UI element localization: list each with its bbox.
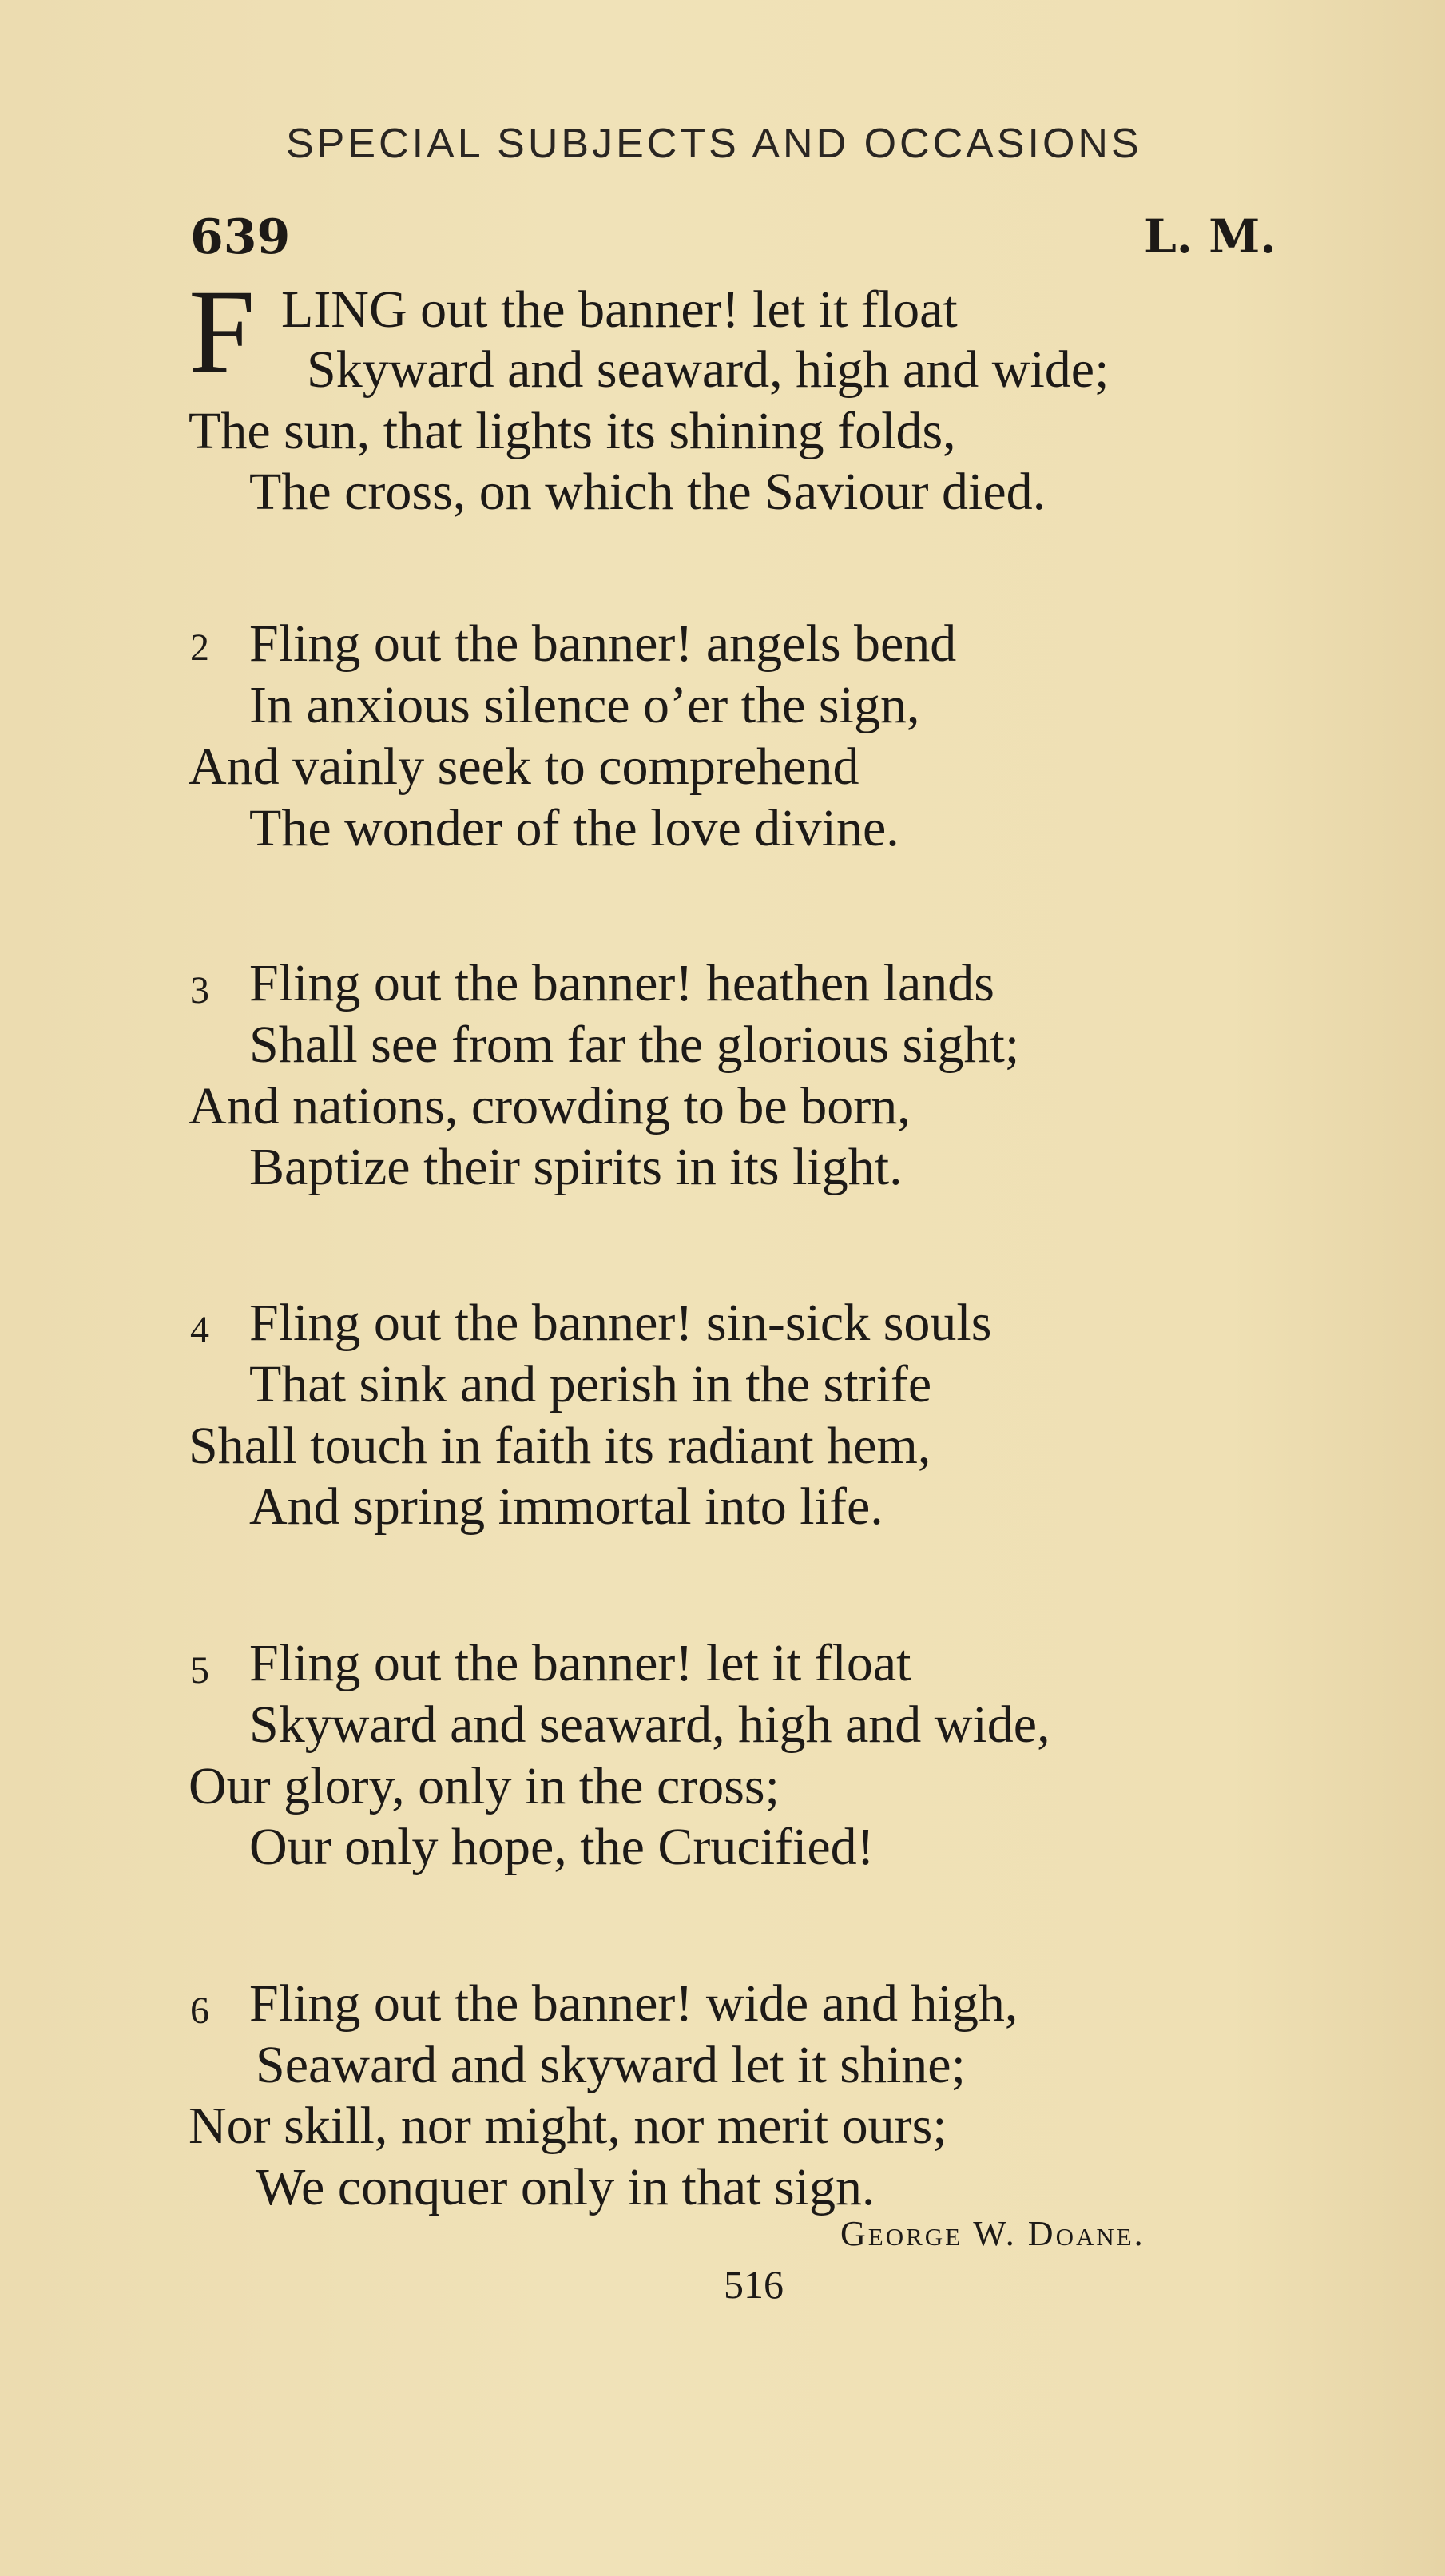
stanza-2-line-4: The wonder of the love divine. — [249, 799, 899, 857]
stanza-6-line-1: Fling out the banner! wide and high, — [249, 1974, 1018, 2033]
hymn-number: 639 — [190, 209, 291, 265]
stanza-3-line-1: Fling out the banner! heathen lands — [249, 954, 994, 1012]
stanza-4-line-3: Shall touch in faith its radiant hem, — [189, 1417, 931, 1475]
stanza-3-line-3: And nations, crowding to be born, — [189, 1077, 911, 1135]
stanza-4-number: 4 — [190, 1309, 209, 1351]
stanza-5-number: 5 — [190, 1649, 209, 1691]
stanza-6-line-4: We conquer only in that sign. — [256, 2158, 875, 2216]
running-head: SPECIAL SUBJECTS AND OCCASIONS — [286, 121, 1142, 167]
stanza-1-line-4: The cross, on which the Saviour died. — [249, 463, 1046, 521]
stanza-6-number: 6 — [190, 1990, 209, 2032]
stanza-5-line-3: Our glory, only in the cross; — [189, 1757, 780, 1815]
stanza-1-line-2: Skyward and seaward, high and wide; — [307, 340, 1110, 399]
stanza-5-line-2: Skyward and seaward, high and wide, — [249, 1695, 1050, 1754]
stanza-2-line-1: Fling out the banner! angels bend — [249, 614, 957, 673]
author-attribution: George W. Doane. — [840, 2214, 1145, 2253]
stanza-6-line-3: Nor skill, nor might, nor merit ours; — [189, 2097, 947, 2155]
stanza-1-line-1: LING out the banner! let it float — [281, 280, 958, 339]
page-number: 516 — [724, 2262, 784, 2307]
stanza-4-line-1: Fling out the banner! sin-sick souls — [249, 1294, 992, 1352]
stanza-5-line-1: Fling out the banner! let it float — [249, 1634, 911, 1692]
stanza-4-line-4: And spring immortal into life. — [249, 1477, 883, 1536]
stanza-6-line-2: Seaward and skyward let it shine; — [256, 2036, 966, 2094]
stanza-2-line-3: And vainly seek to comprehend — [189, 737, 859, 796]
stanza-3-line-4: Baptize their spirits in its light. — [249, 1138, 903, 1196]
stanza-3-number: 3 — [190, 969, 209, 1012]
drop-cap: F — [189, 265, 256, 398]
stanza-1-line-3: The sun, that lights its shining folds, — [189, 402, 956, 460]
stanza-5-line-4: Our only hope, the Crucified! — [249, 1818, 875, 1876]
stanza-2-number: 2 — [190, 626, 209, 669]
stanza-4-line-2: That sink and perish in the strife — [249, 1355, 932, 1413]
stanza-3-line-2: Shall see from far the glorious sight; — [249, 1016, 1020, 1074]
hymn-meter: L. M. — [1144, 209, 1276, 264]
stanza-2-line-2: In anxious silence o’er the sign, — [249, 676, 920, 734]
